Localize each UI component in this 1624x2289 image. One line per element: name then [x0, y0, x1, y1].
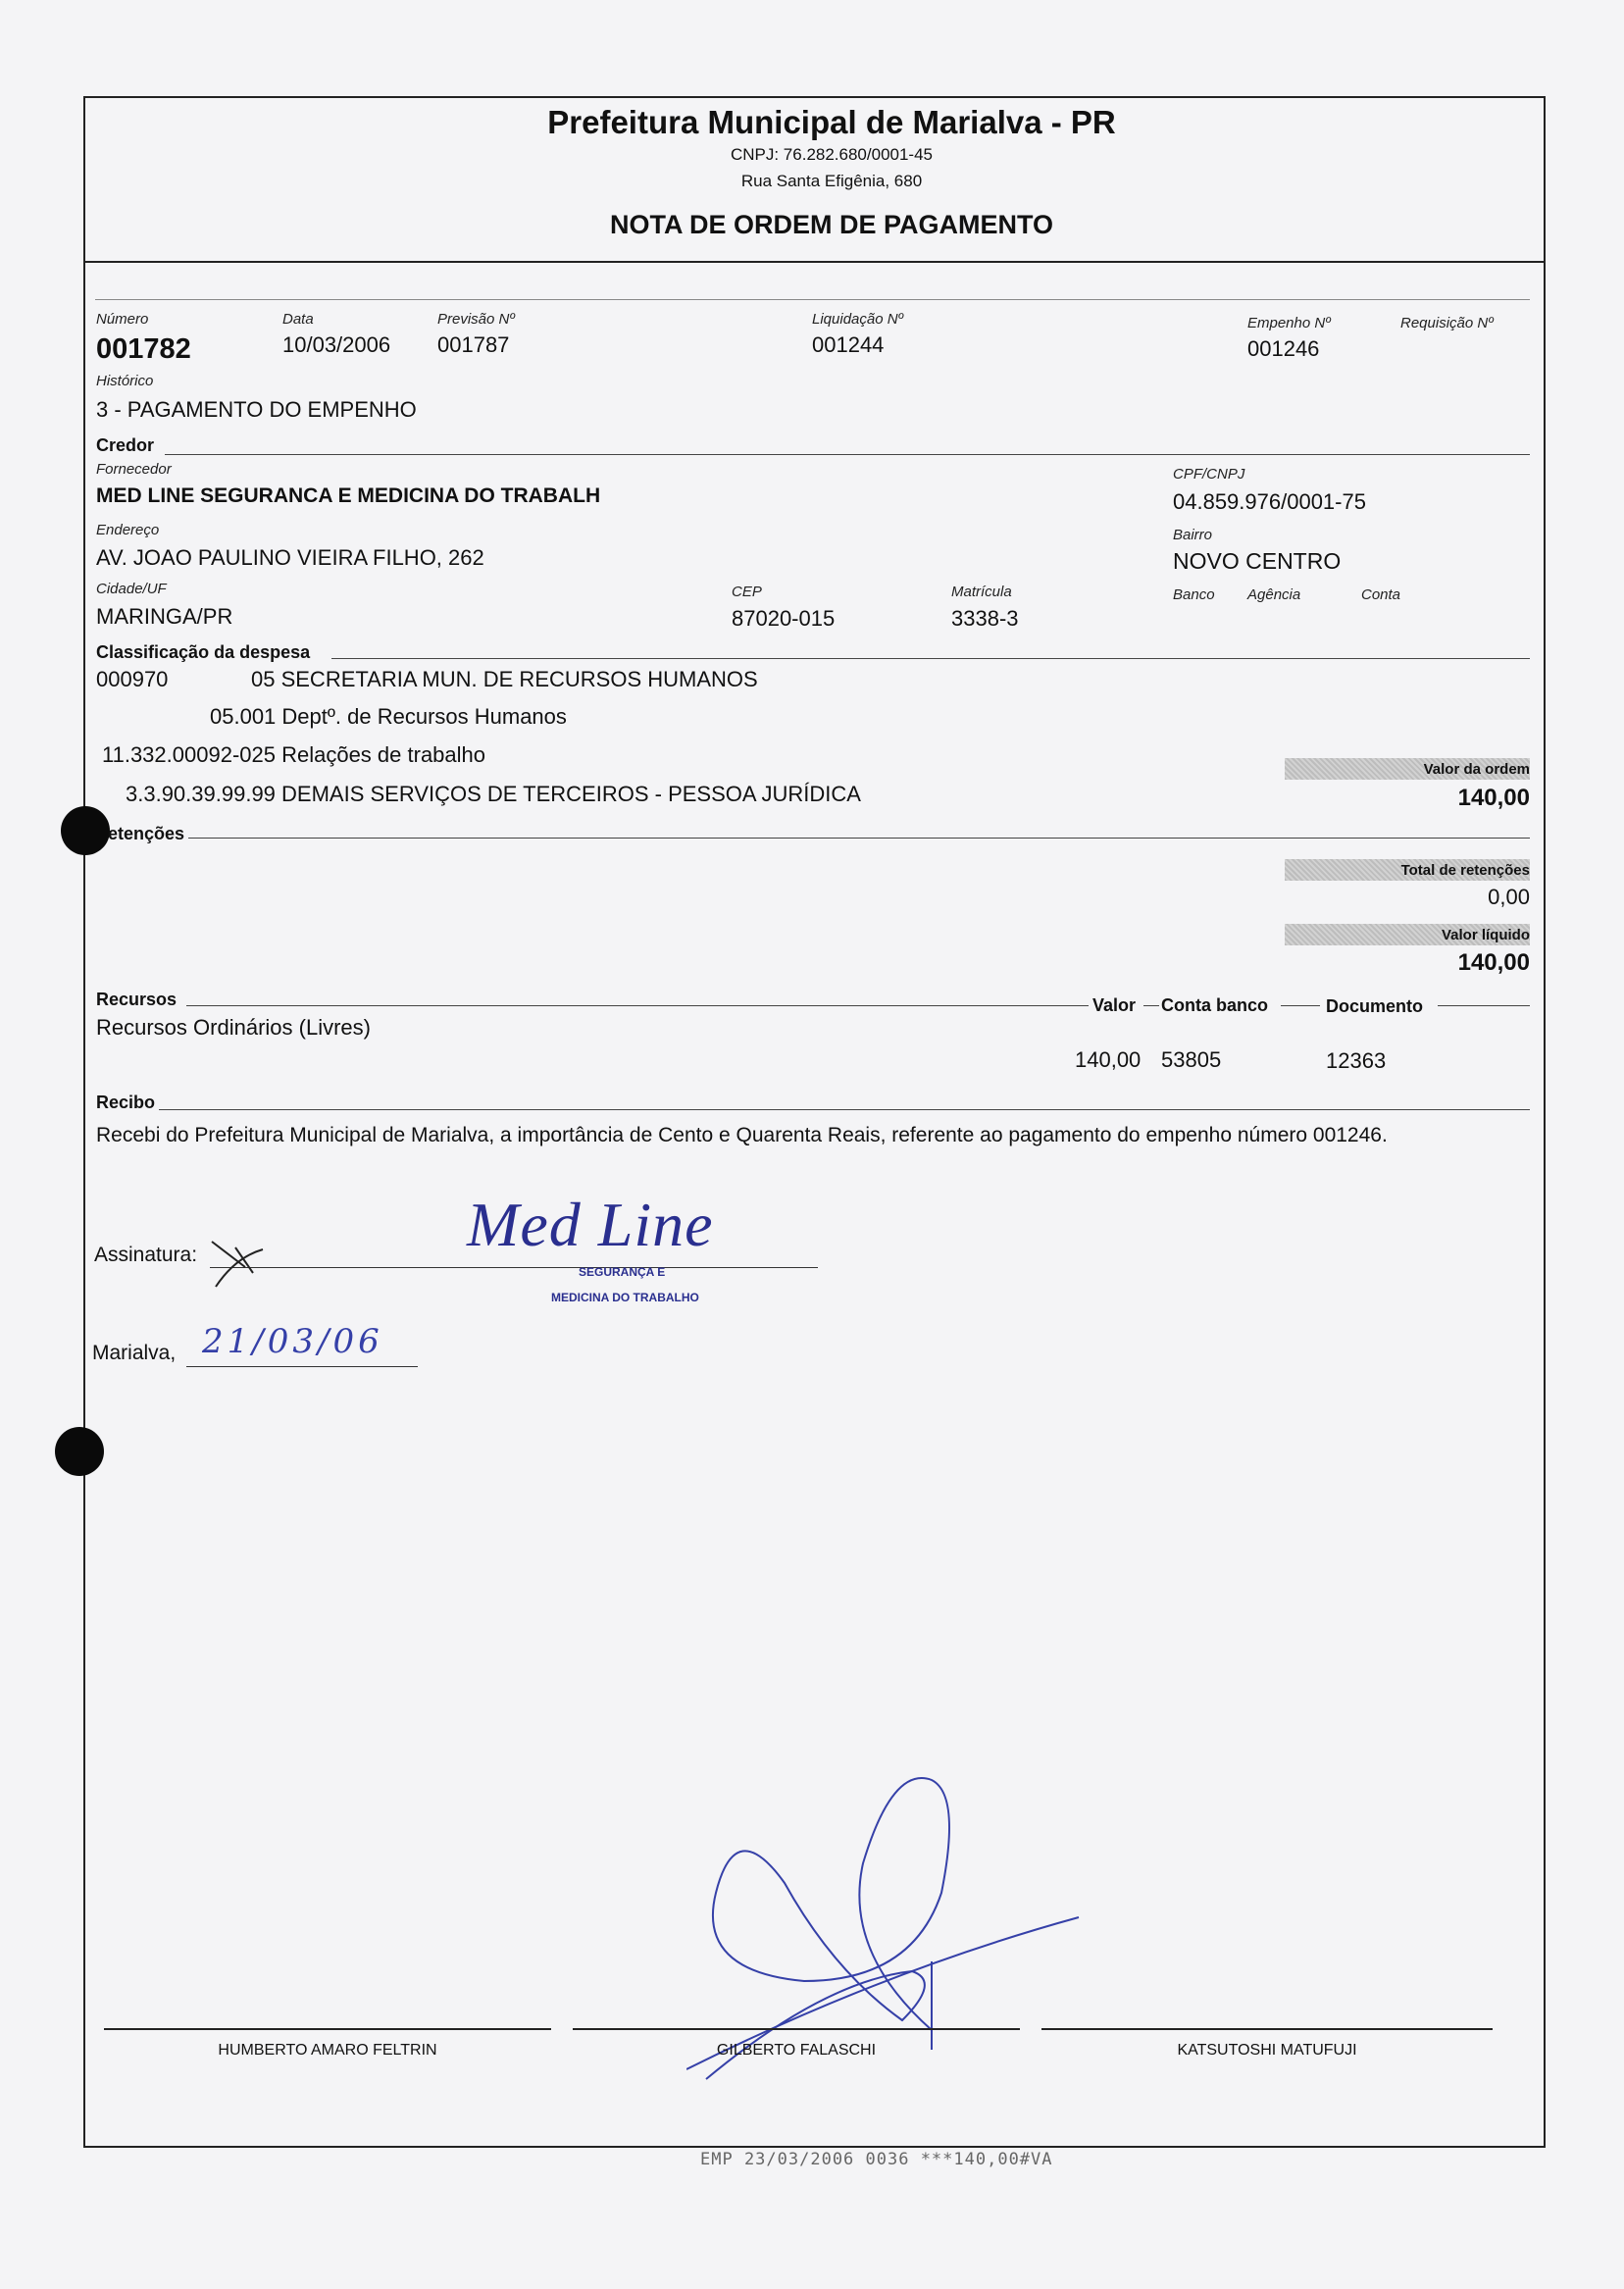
classificacao-divider [331, 658, 1530, 659]
conta-label: Conta [1361, 586, 1401, 603]
valor-ordem-value: 140,00 [1457, 785, 1530, 811]
previsao-label: Previsão Nº [437, 311, 515, 328]
signatory-3: KATSUTOSHI MATUFUJI [1177, 2042, 1357, 2059]
recursos-valor-label: Valor [1092, 995, 1137, 1015]
valor-liquido-label: Valor líquido [1441, 927, 1530, 943]
classificacao-line-1: 05 SECRETARIA MUN. DE RECURSOS HUMANOS [251, 667, 758, 691]
valor-ordem-label: Valor da ordem [1423, 761, 1530, 778]
numero-value: 001782 [96, 333, 191, 365]
header-divider [85, 261, 1544, 263]
total-retencoes-label: Total de retenções [1400, 862, 1530, 879]
previsao-value: 001787 [437, 332, 510, 357]
cnpj-text: CNPJ: 76.282.680/0001-45 [730, 145, 934, 164]
date-line [186, 1366, 418, 1367]
recursos-divider [186, 1005, 1089, 1006]
classificacao-section-label: Classificação da despesa [96, 642, 311, 662]
bairro-label: Bairro [1173, 527, 1213, 543]
retencoes-section-label: etenções [108, 824, 185, 843]
recursos-divider-2 [1143, 1005, 1159, 1006]
punch-hole-bottom [55, 1427, 104, 1476]
recursos-divider-3 [1281, 1005, 1320, 1006]
bairro-value: NOVO CENTRO [1173, 548, 1342, 574]
matricula-value: 3338-3 [951, 606, 1019, 631]
fornecedor-value: MED LINE SEGURANCA E MEDICINA DO TRABALH [96, 484, 601, 507]
historico-label: Histórico [96, 373, 154, 389]
recibo-divider [159, 1109, 1530, 1110]
data-value: 10/03/2006 [282, 332, 391, 357]
liquidacao-value: 001244 [812, 332, 885, 357]
cpf-value: 04.859.976/0001-75 [1173, 489, 1366, 514]
credor-divider [165, 454, 1530, 455]
matricula-label: Matrícula [951, 584, 1012, 600]
medline-stamp-sub1: SEGURANÇA E [579, 1265, 666, 1279]
punch-hole-top [61, 806, 110, 855]
page-title: Prefeitura Municipal de Marialva - PR [547, 104, 1116, 140]
signature-line-2 [573, 2028, 1020, 2030]
banco-label: Banco [1173, 586, 1215, 603]
signatory-2: GILBERTO FALASCHI [716, 2042, 877, 2059]
recibo-text: Recebi do Prefeitura Municipal de Marialva, a importância de Cento e Quarenta Reais, referente ao pagamento do empenho número 001246. [96, 1124, 1388, 1146]
recursos-conta: 53805 [1161, 1047, 1222, 1072]
numero-label: Número [96, 311, 149, 328]
recursos-valor: 140,00 [1075, 1047, 1142, 1072]
medline-stamp-logo: Med Line [467, 1190, 714, 1259]
empenho-label: Empenho Nº [1247, 315, 1331, 331]
recursos-documento-label: Documento [1326, 996, 1423, 1016]
historico-value: 3 - PAGAMENTO DO EMPENHO [96, 397, 417, 422]
cpf-label: CPF/CNPJ [1173, 466, 1245, 483]
data-label: Data [282, 311, 314, 328]
local-label: Marialva, [92, 1342, 177, 1364]
valor-liquido-value: 140,00 [1457, 949, 1530, 976]
classificacao-line-2: 05.001 Deptº. de Recursos Humanos [210, 704, 567, 729]
endereco-value: AV. JOAO PAULINO VIEIRA FILHO, 262 [96, 545, 484, 570]
credor-section-label: Credor [96, 435, 155, 455]
recursos-section-label: Recursos [96, 990, 178, 1009]
cidade-label: Cidade/UF [96, 581, 167, 597]
footer-stamp: EMP 23/03/2006 0036 ***140,00#VA [700, 2150, 1053, 2169]
assinatura-label: Assinatura: [94, 1244, 198, 1266]
total-retencoes-value: 0,00 [1488, 885, 1530, 909]
recursos-item: Recursos Ordinários (Livres) [96, 1015, 371, 1040]
classificacao-line-4: 3.3.90.39.99.99 DEMAIS SERVIÇOS DE TERCEIROS - PESSOA JURÍDICA [126, 782, 861, 806]
cep-label: CEP [732, 584, 762, 600]
agencia-label: Agência [1247, 586, 1301, 603]
recursos-documento: 12363 [1326, 1048, 1387, 1073]
signatory-1: HUMBERTO AMARO FELTRIN [218, 2042, 437, 2059]
recursos-divider-4 [1438, 1005, 1530, 1006]
address-text: Rua Santa Efigênia, 680 [740, 172, 923, 190]
liquidacao-label: Liquidação Nº [812, 311, 904, 328]
classificacao-line-3: 11.332.00092-025 Relações de trabalho [102, 742, 486, 767]
requisicao-label: Requisição Nº [1400, 315, 1494, 331]
recibo-section-label: Recibo [96, 1093, 156, 1112]
retencoes-divider [188, 838, 1530, 839]
medline-stamp-sub2: MEDICINA DO TRABALHO [551, 1291, 699, 1304]
recursos-conta-label: Conta banco [1161, 995, 1269, 1015]
empenho-value: 001246 [1247, 336, 1320, 361]
cidade-value: MARINGA/PR [96, 604, 233, 629]
assinatura-line [210, 1267, 818, 1268]
signature-line-1 [104, 2028, 551, 2030]
header-divider-thin [95, 299, 1530, 300]
signature-scribble [206, 1228, 275, 1297]
handwritten-date: 21/03/06 [202, 1322, 383, 1361]
endereco-label: Endereço [96, 522, 160, 538]
document-title: NOTA DE ORDEM DE PAGAMENTO [609, 210, 1053, 239]
signature-line-3 [1041, 2028, 1493, 2030]
cep-value: 87020-015 [732, 606, 836, 631]
fornecedor-label: Fornecedor [96, 461, 172, 478]
classificacao-code: 000970 [96, 667, 169, 691]
